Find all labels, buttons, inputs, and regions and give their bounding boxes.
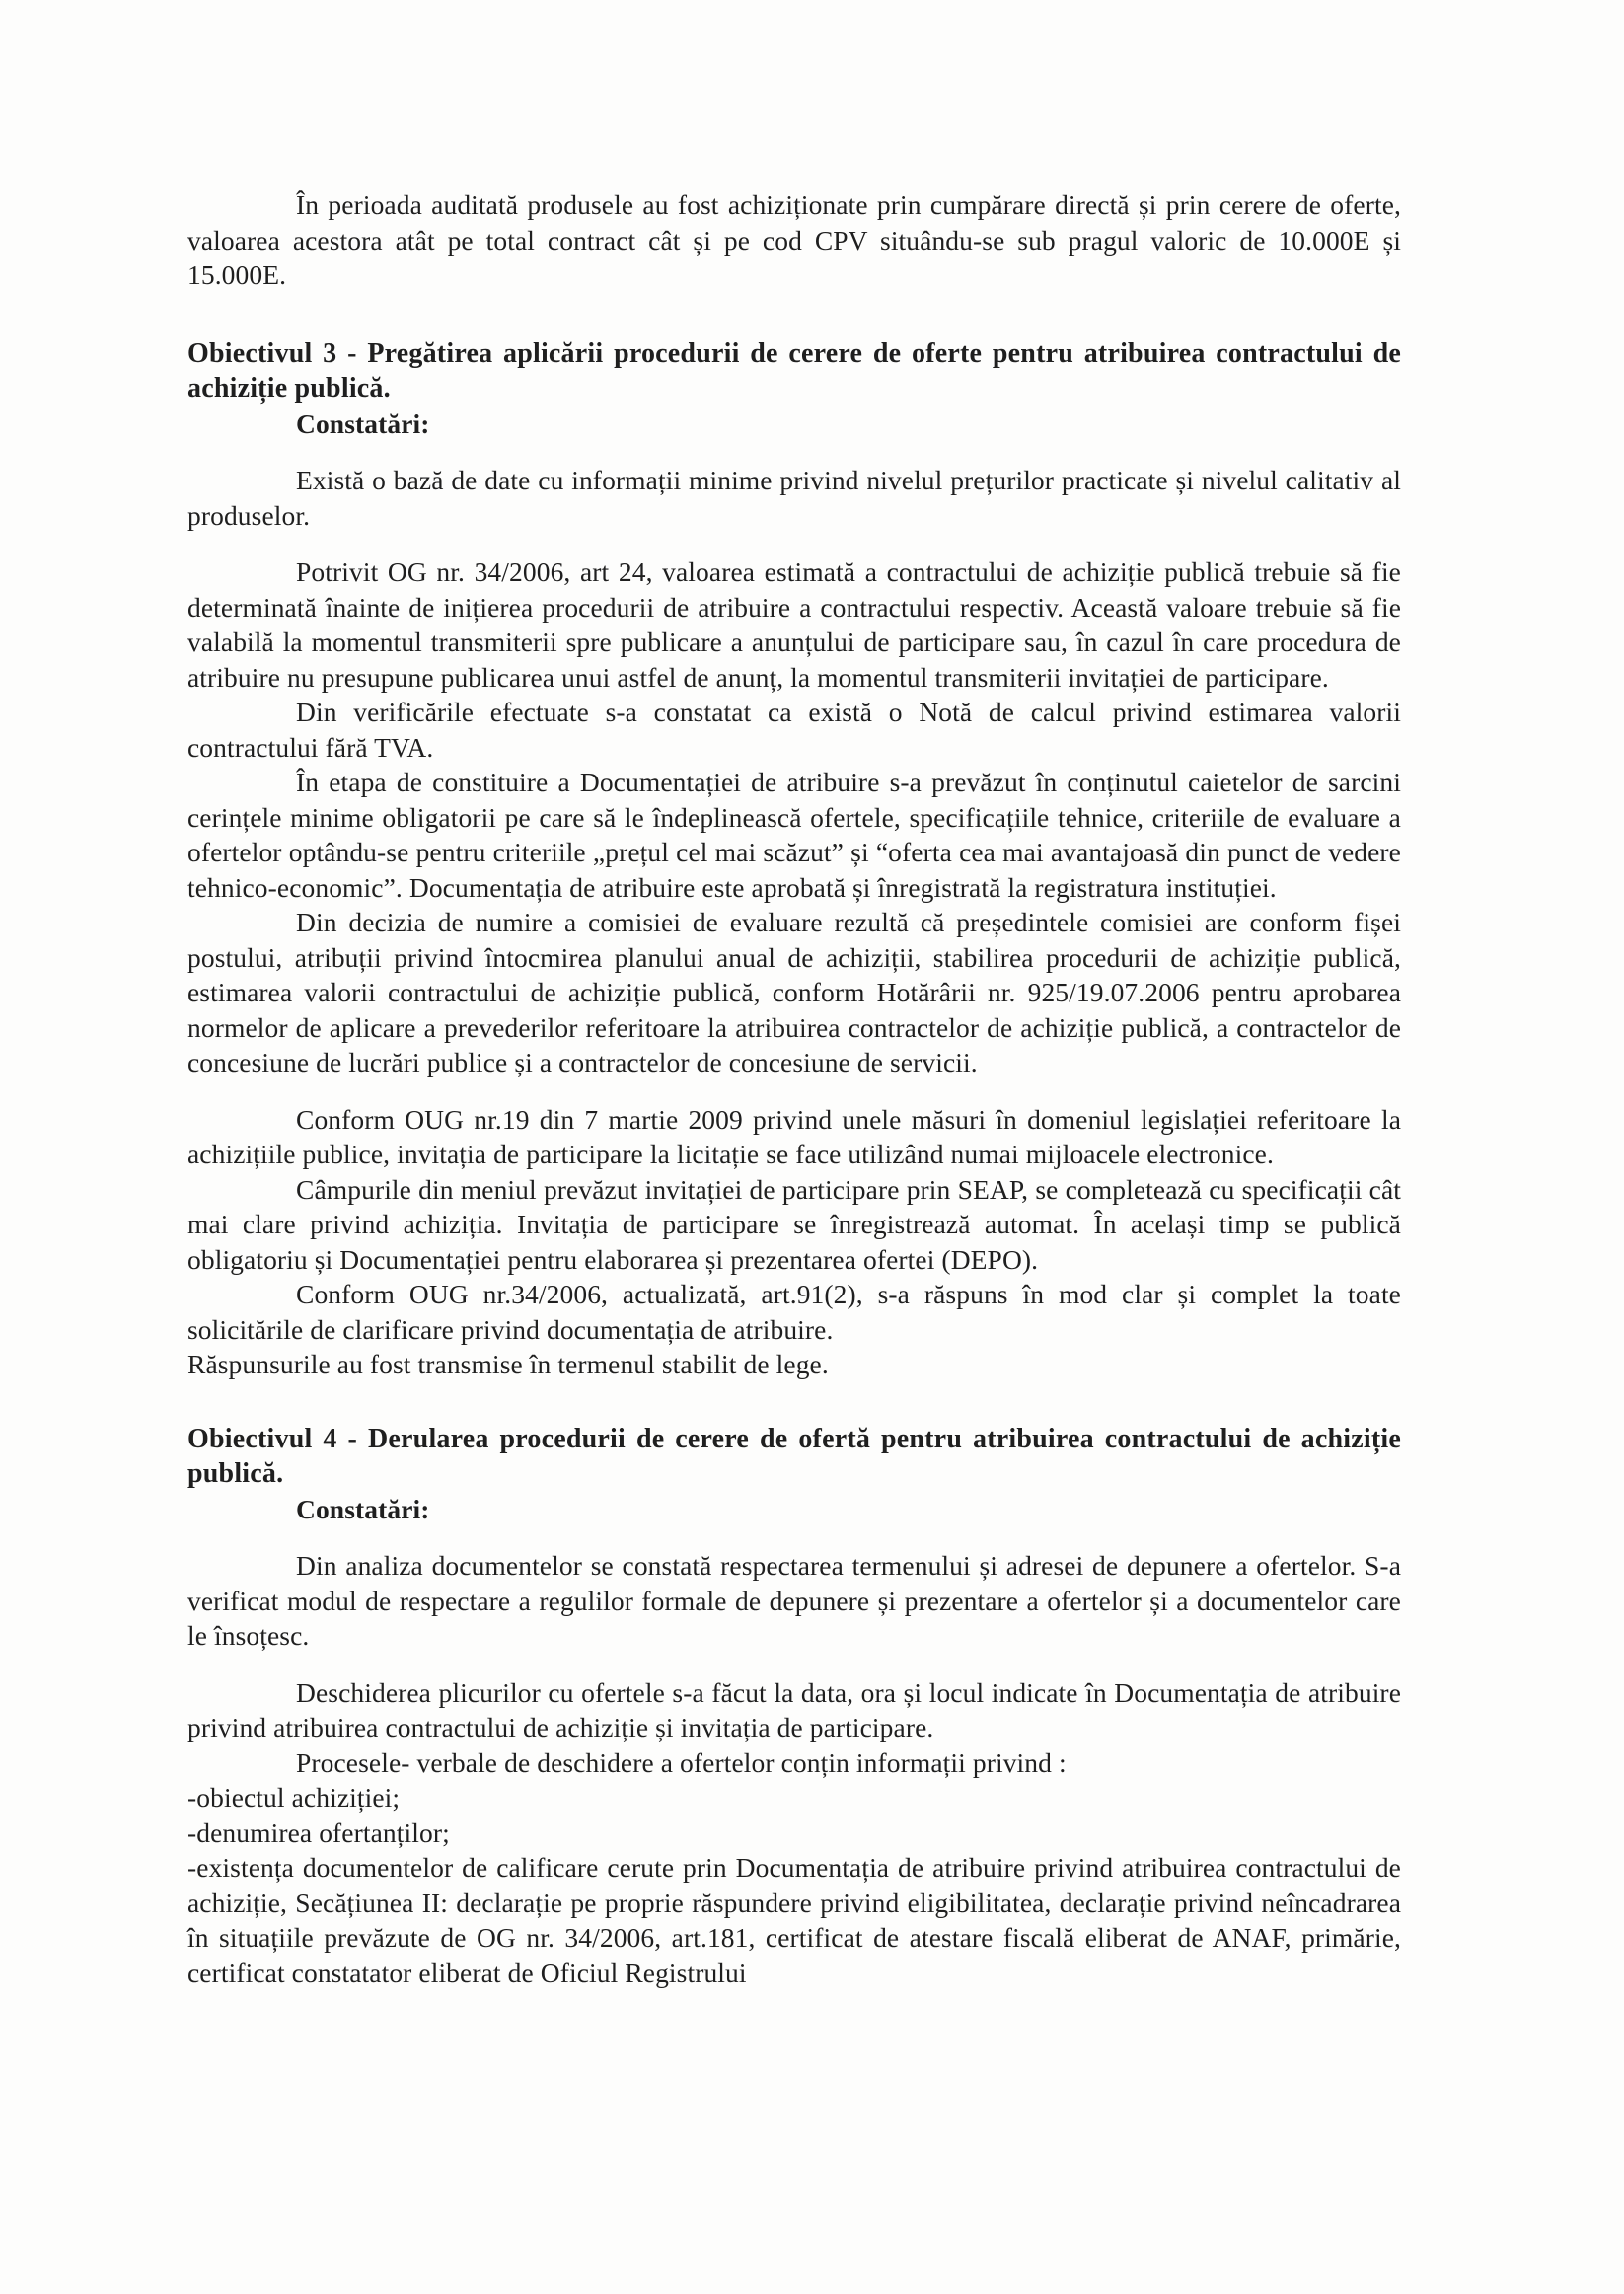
objective-4-heading: Obiectivul 4 - Derularea procedurii de cerere de ofertă pentru atribuirea contractului de achiziție publică.	[187, 1423, 1401, 1489]
objective-3-paragraph: În etapa de constituire a Documentației de atribuire s-a prevăzut în conținutul caietelor de sarcini cerințele minime obligatorii pe care să le îndeplinească ofertele, specificațiile tehnice, criteriile de evaluare a ofertelor optându-se pentru criteriile „prețul cel mai scăzut” și “oferta cea mai avantajoasă din punct de vedere tehnico-economic”. Documentația de atribuire este aprobată și înregistrată la registratura instituției.	[187, 767, 1401, 903]
objective-3-paragraph: Există o bază de date cu informații minime privind nivelul prețurilor practicate și nivelul calitativ al produselor.	[187, 465, 1401, 531]
objective-3-paragraph: Din decizia de numire a comisiei de evaluare rezultă că președintele comisiei are conform fișei postului, atribuții privind întocmirea planului anual de achiziții, stabilirea procedurii de achiziție publică, estimarea valorii contractului de achiziție publică, conform Hotărârii nr. 925/19.07.2006 pentru aprobarea normelor de aplicare a prevederilor referitoare la atribuirea contractelor de achiziție publică, a contractelor de concesiune de lucrări publice și a contractelor de concesiune de servicii.	[187, 907, 1401, 1077]
objective-3-findings-label: Constatări:	[296, 407, 430, 439]
list-item: -existența documentelor de calificare cerute prin Documentația de atribuire privind atribuirea contractului de achiziție, Secățiunea II: declarație pe proprie răspundere privind eligibilitatea, declarație privind neîncadrarea în situațiile prevăzute de OG nr. 34/2006, art.181, certificat de atestare fiscală eliberat de ANAF, primărie, certificat constatator eliberat de Oficiul Registrului	[187, 1852, 1401, 1988]
objective-3-heading: Obiectivul 3 - Pregătirea aplicării procedurii de cerere de oferte pentru atribuirea contractului de achiziție publică.	[187, 337, 1401, 404]
objective-3-paragraph: Câmpurile din meniul prevăzut invitației de participare prin SEAP, se completează cu specificații cât mai clare privind achiziția. Invitația de participare se înregistrează automat. În același timp se publică obligatoriu și Documentației pentru elaborarea și prezentarea ofertei (DEPO).	[187, 1173, 1401, 1275]
list-item: -obiectul achiziției;	[187, 1782, 401, 1813]
objective-4-paragraph: Din analiza documentelor se constată respectarea termenului și adresei de depunere a ofertelor. S-a verificat modul de respectare a regulilor formale de depunere și prezentare a ofertelor și a documentelor care le însoțesc.	[187, 1550, 1401, 1651]
intro-paragraph: În perioada auditată produsele au fost achiziționate prin cumpărare directă și prin cerere de oferte, valoarea acestora atât pe total contract cât și pe cod CPV situându-se sub pragul valoric de 10.000E și 15.000E.	[187, 189, 1401, 290]
objective-4-paragraph: Deschiderea plicurilor cu ofertele s-a făcut la data, ora și locul indicate în Documentația de atribuire privind atribuirea contractului de achiziție și invitația de participare.	[187, 1676, 1401, 1742]
document-body	[187, 187, 1401, 1990]
objective-3-paragraph: Din verificările efectuate s-a constatat ca există o Notă de calcul privind estimarea valorii contractului fără TVA.	[187, 697, 1401, 763]
objective-3-paragraph: Conform OUG nr.19 din 7 martie 2009 privind unele măsuri în domeniul legislației referitoare la achizițiile publice, invitația de participare la licitație se face utilizând numai mijloacele electronice.	[187, 1103, 1401, 1169]
objective-3-paragraph: Răspunsurile au fost transmise în termenul stabilit de lege.	[187, 1349, 829, 1379]
list-item: -denumirea ofertanților;	[187, 1816, 450, 1848]
objective-4-paragraph: Procesele- verbale de deschidere a ofertelor conțin informații privind :	[296, 1746, 1067, 1778]
objective-3-paragraph: Conform OUG nr.34/2006, actualizată, art.91(2), s-a răspuns în mod clar și complet la toate solicitările de clarificare privind documentația de atribuire.	[187, 1279, 1401, 1345]
objective-4-findings-label: Constatări:	[296, 1493, 430, 1524]
objective-3-paragraph: Potrivit OG nr. 34/2006, art 24, valoarea estimată a contractului de achiziție publică trebuie să fie determinată înainte de inițierea procedurii de atribuire a contractului respectiv. Această valoare trebuie să fie valabilă la momentul transmiterii spre publicare a anunțului de participare sau, în cazul în care procedura de atribuire nu presupune publicarea unui astfel de anunț, la momentul transmiterii invitației de participare.	[187, 556, 1401, 693]
